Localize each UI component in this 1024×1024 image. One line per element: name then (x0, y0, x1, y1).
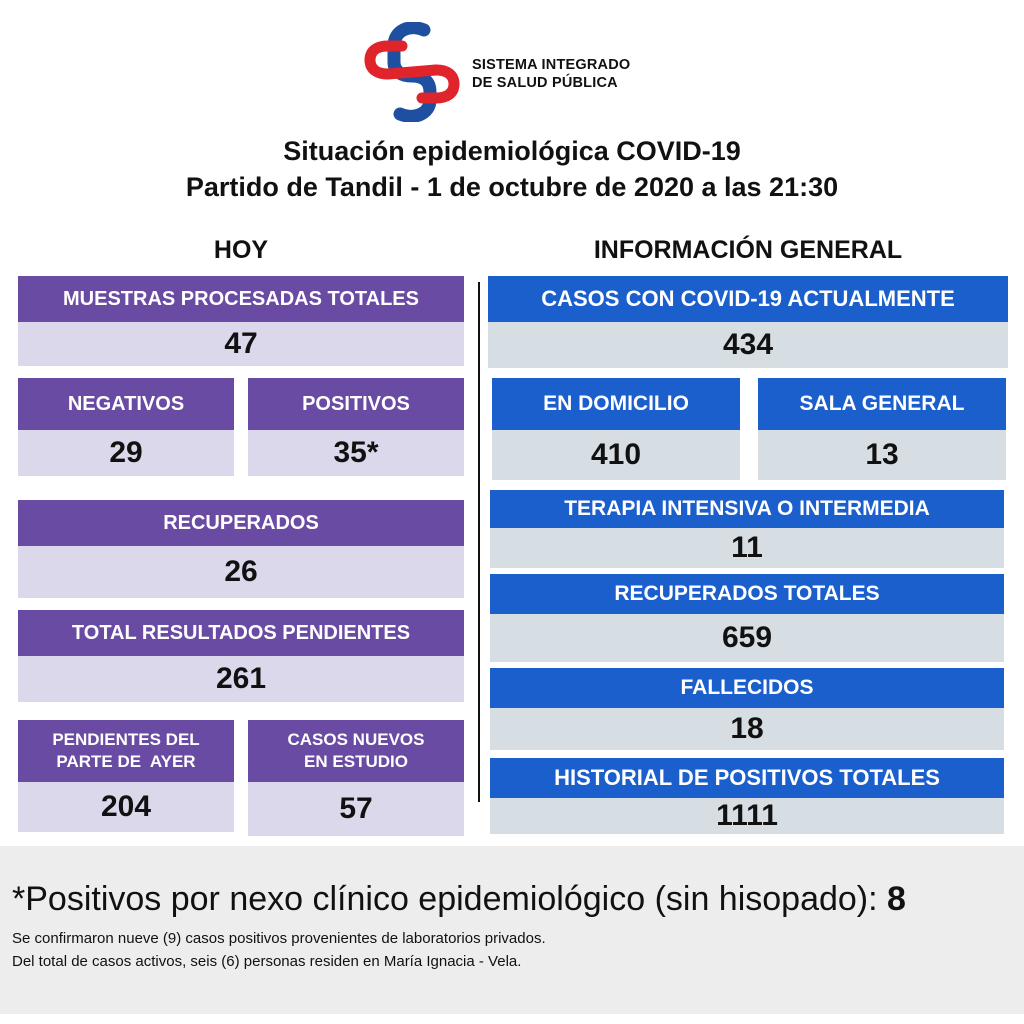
footer-main-value: 8 (887, 880, 906, 918)
footer-note-2: Del total de casos activos, seis (6) personas residen en María Ignacia - Vela. (12, 953, 522, 970)
sisp-logo-icon (362, 22, 462, 122)
terapia-value: 11 (490, 528, 1004, 568)
domicilio-value: 410 (492, 430, 740, 480)
pendientes-ayer-value: 204 (18, 782, 234, 832)
column-divider (478, 282, 480, 802)
historial-value: 1111 (490, 798, 1004, 834)
page-title: Situación epidemiológica COVID-19 (283, 136, 741, 166)
muestras-value: 47 (18, 322, 464, 366)
casos-nuevos-label (248, 720, 464, 782)
pendientes-total-label: TOTAL RESULTADOS PENDIENTES (18, 610, 464, 656)
recuperados-label: RECUPERADOS (18, 500, 464, 546)
fallecidos-value: 18 (490, 708, 1004, 750)
hoy-heading: HOY (213, 236, 269, 264)
recuperados-value: 26 (18, 546, 464, 598)
terapia-label: TERAPIA INTENSIVA O INTERMEDIA (490, 490, 1004, 528)
page-subtitle: Partido de Tandil - 1 de octubre de 2020 a las 21:30 (185, 172, 839, 202)
pendientes-ayer-label-line2: PARTE DE AYER (56, 752, 196, 771)
muestras-label: MUESTRAS PROCESADAS TOTALES (18, 276, 464, 322)
positivos-label: POSITIVOS (248, 378, 464, 430)
pendientes-ayer-label (18, 720, 234, 782)
negativos-label: NEGATIVOS (18, 378, 234, 430)
historial-label: HISTORIAL DE POSITIVOS TOTALES (490, 758, 1004, 798)
footer-main-note (12, 880, 906, 919)
casos-nuevos-label-line2: EN ESTUDIO (304, 752, 408, 771)
logo-line1: SISTEMA INTEGRADO (472, 57, 631, 73)
logo-text (472, 56, 630, 92)
logo-line2: DE SALUD PÚBLICA (472, 75, 618, 91)
casos-nuevos-value: 57 (248, 782, 464, 836)
recuperados-totales-label: RECUPERADOS TOTALES (490, 574, 1004, 614)
recuperados-totales-value: 659 (490, 614, 1004, 662)
sala-value: 13 (758, 430, 1006, 480)
pendientes-total-value: 261 (18, 656, 464, 702)
actuales-value: 434 (488, 322, 1008, 368)
casos-nuevos-label-line1: CASOS NUEVOS (287, 730, 425, 749)
footer-main-text: *Positivos por nexo clínico epidemiológico (sin hisopado): (12, 880, 878, 918)
footer-note-1: Se confirmaron nueve (9) casos positivos provenientes de laboratorios privados. (12, 930, 546, 947)
positivos-value: 35* (248, 430, 464, 476)
pendientes-ayer-label-line1: PENDIENTES DEL (52, 730, 200, 749)
general-heading: INFORMACIÓN GENERAL (593, 236, 903, 264)
domicilio-label: EN DOMICILIO (492, 378, 740, 430)
fallecidos-label: FALLECIDOS (490, 668, 1004, 708)
actuales-label: CASOS CON COVID-19 ACTUALMENTE (488, 276, 1008, 322)
sala-label: SALA GENERAL (758, 378, 1006, 430)
negativos-value: 29 (18, 430, 234, 476)
